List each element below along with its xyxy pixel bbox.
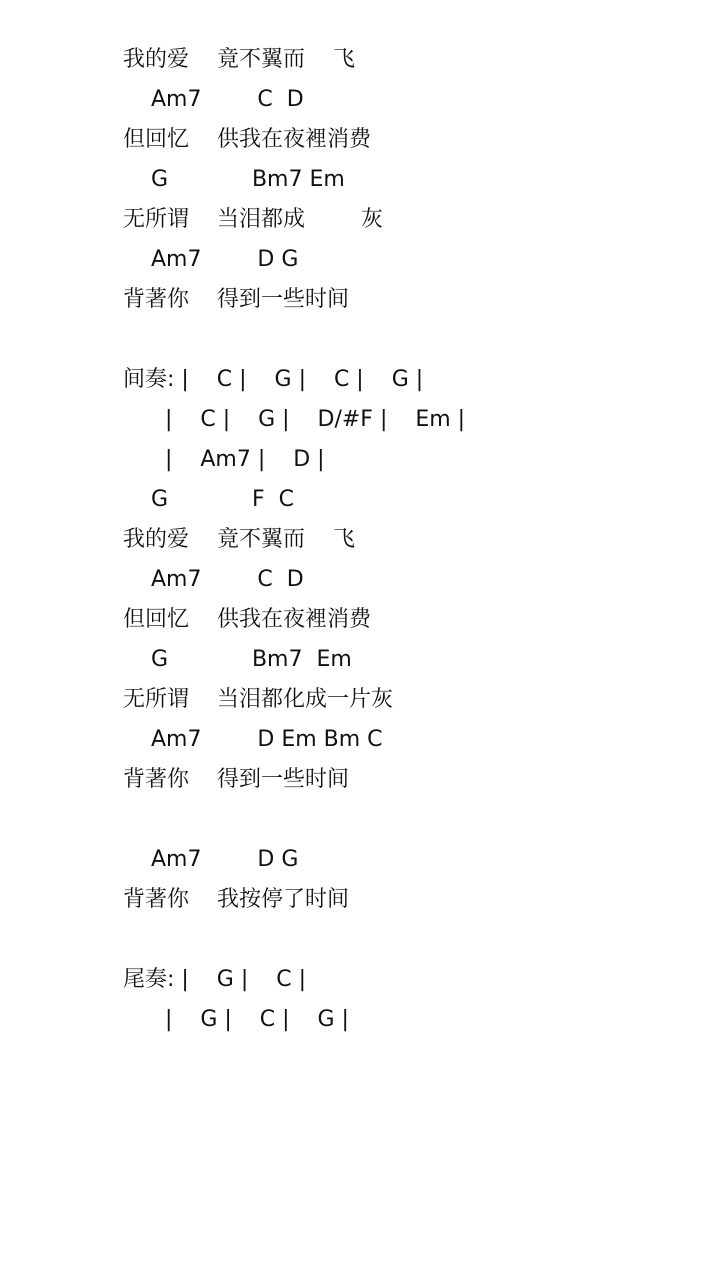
blank-line [123, 320, 703, 360]
lyric-line: 背著你 我按停了时间 [123, 887, 349, 912]
blank-line [123, 920, 703, 960]
chord-line: Am7 D G [123, 247, 299, 272]
outro-line: 尾奏: | G | C | [123, 967, 306, 992]
chord-line: Am7 C D [123, 567, 304, 592]
interlude-line: 间奏: | C | G | C | G | [123, 367, 424, 392]
chord-line: Am7 C D [123, 87, 304, 112]
lyrics-chord-sheet [123, 40, 703, 1040]
interlude-line: | Am7 | D | [123, 447, 325, 472]
interlude-line: | C | G | D/#F | Em | [123, 407, 466, 432]
lyric-line: 无所谓 当泪都成 灰 [123, 207, 383, 232]
lyric-line: 无所谓 当泪都化成一片灰 [123, 687, 393, 712]
chord-line: Am7 D Em Bm C [123, 727, 383, 752]
blank-line [123, 800, 703, 840]
chord-line: G F C [123, 487, 294, 512]
lyric-line: 但回忆 供我在夜裡消费 [123, 127, 371, 152]
chord-line: G Bm7 Em [123, 647, 352, 672]
lyric-line: 我的爱 竟不翼而 飞 [123, 47, 355, 72]
lyric-line: 背著你 得到一些时间 [123, 767, 349, 792]
lyric-line: 背著你 得到一些时间 [123, 287, 349, 312]
lyric-line: 我的爱 竟不翼而 飞 [123, 527, 355, 552]
outro-line: | G | C | G | [123, 1007, 349, 1032]
chord-line: G Bm7 Em [123, 167, 345, 192]
lyric-line: 但回忆 供我在夜裡消费 [123, 607, 371, 632]
chord-line: Am7 D G [123, 847, 299, 872]
